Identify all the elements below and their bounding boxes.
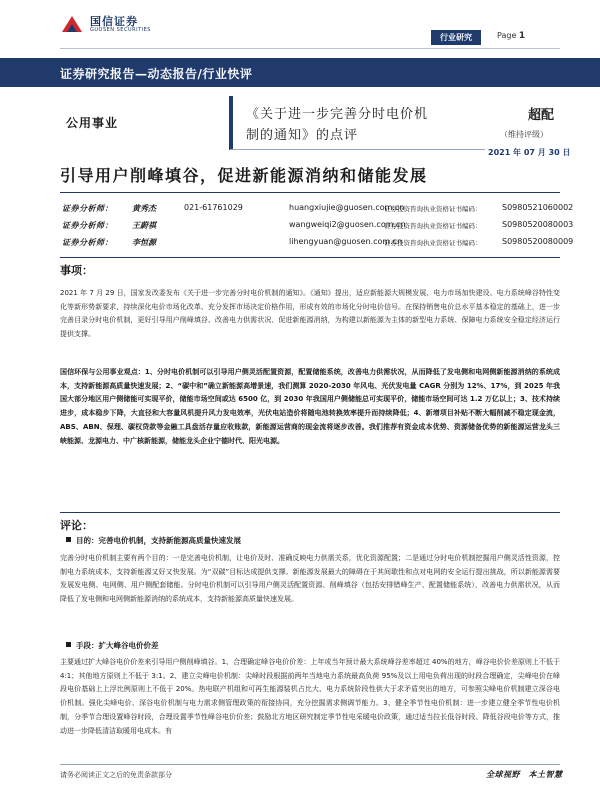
analyst-row [60, 220, 574, 234]
report-title-line2: 制的通知》的点评 [246, 128, 359, 143]
sector-label: 公用事业 [66, 116, 119, 130]
footer-disclaimer: 请务必阅读正文之后的免责条款部分 [60, 771, 172, 779]
means-paragraph: 主要通过扩大峰谷电价价差来引导用户侧削峰填谷。1、合理确定峰谷电价价差：上年或当年预计最大系统峰谷差率超过 40%的地方，峰谷电价价差原则上不低于 4:1；其他地方原则上不低于 3:1。2、建立尖峰电价机制：尖峰时段根据前两年当地电力系统最高负荷 95%及以上用电负荷出现的时段合理确定，尖峰电价在峰段电价基础上上浮比例原则上不低于 20%。热电联产机组和可再生能源装机占比大、电力系统阶段性供大于求矛盾突出的地方，可参照尖峰电价机制建立深谷电价机制。强化尖峰电价、深谷电价机制与电力需求侧管理政策的衔接协同，充分挖掘需求侧调节能力。3、健全季节性电价机制：进一步建立健全季节性电价机制，分季节合理设置峰谷时段，合理设置季节性峰谷电价价差；鼓励北方地区研究制定季节性电采暖电价政策，通过适当拉长低谷时段、降低谷段电价等方式，推动进一步降低清洁取暖用电成本。有 [60, 658, 560, 735]
guosen-logo-icon [60, 14, 84, 34]
banner-title: 证券研究报告—动态报告/行业快评 [60, 67, 253, 81]
analyst-label: 证券分析师： [62, 204, 113, 213]
subsection-title: 目的：完善电价机制，支持新能源高质量快速发展 [76, 536, 241, 545]
section-divider [60, 257, 560, 258]
analyst-name: 王蔚祺 [132, 221, 156, 230]
report-type-tag: 行业研究 [431, 30, 481, 45]
analyst-cert-no: S0980520080009 [502, 237, 574, 246]
logo-company-name: 国信证券 [90, 15, 138, 28]
footer-slogan: 全球视野 本土智慧 [486, 770, 563, 779]
analyst-name: 黄秀杰 [132, 204, 156, 213]
page-number: 1 [518, 31, 526, 41]
analyst-cert-no: S0980521060002 [502, 203, 574, 212]
subsection-title: 手段：扩大峰谷电价价差 [76, 641, 159, 650]
analyst-row [60, 203, 574, 217]
subsection-means [66, 640, 159, 651]
analyst-name: 李恒源 [132, 238, 156, 247]
analyst-label: 证券分析师： [62, 221, 113, 230]
bullet-square-icon [66, 537, 71, 542]
section-title-events: 事项： [60, 264, 93, 277]
analyst-row [60, 237, 574, 251]
analyst-email[interactable]: huangxiujie@guosen.com.cn [289, 203, 405, 212]
rating-note: （维持评级） [500, 130, 548, 139]
purpose-paragraph: 完善分时电价机制主要有两个目的：一是完善电价机制，让电价及时、准确反映电力供需关系，优化资源配置；二是通过分时电价机制挖掘用户侧灵活性资源，控制电力系统成本，支持新能源又好又快发展。为“双碳”目标达成提供支撑。新能源发展最大的障碍在于其间歇性和点对电网的安全运行提出挑战，所以新能源需要发展发电侧、电网侧、用户侧配套储能。分时电价机制可以引导用户侧灵活配置资源、削峰填谷（包括安排错峰生产、配置储能系统），改善电力供需状况，从而降低了发电侧和电网侧新能源消纳的系统成本，支持新能源高质量快速发展。 [60, 554, 560, 604]
page-indicator [497, 31, 525, 41]
viewpoint-paragraph: 国信环保与公用事业观点：1、分时电价机制可以引导用户侧灵活配置资源，配置储能系统，改善电力供需状况，从而降低了发电侧和电网侧新能源消纳的系统成本，支持新能源高质量快速发展；2、“碳中和”确立新能源高增景速，我们测算 2020-2030 年风电、光伏发电量 CAGR 分别为 12%、17%，到 2025 年我国大部分地区用户侧储能可实现平价，储能市场空间或达 6500 亿，到 2030 年我国用户侧储能总可实现平价，储能市场空间可达 1.2 万亿以上；3、技术持续进步，成本稳步下降，大直径和大容量风机提升风力发电效率，光伏电站造价将随电池转换效率提升而持续降低；4、新增项目补贴不断大幅削减不稳定现金流，ABS、ABN、保理、碳权贷款等金融工具盘活存量应收账款，新能源运营商的现金流将逐步改善。我们推荐有资金成本优势、资源储备优势的新能源运营龙头三峡能源、龙源电力、中广核新能源，储能龙头企业宁德时代、阳光电源。 [60, 368, 560, 445]
analyst-email[interactable]: wangweiqi2@guosen.com.cn [289, 220, 406, 229]
header-divider [60, 48, 560, 49]
headline-divider [60, 192, 560, 193]
footer-divider [60, 764, 560, 765]
analyst-phone: 021-61761029 [184, 203, 243, 212]
report-date: 2021 年 07 月 30 日 [485, 147, 573, 158]
page-label: Page [497, 31, 517, 40]
analyst-label: 证券分析师： [62, 238, 113, 247]
logo-company-name-en: GUOSEN SECURITIES [90, 27, 151, 33]
bullet-square-icon [66, 642, 71, 647]
analyst-cert-label: 证券投资咨询执业资格证书编码： [384, 205, 482, 213]
events-paragraph: 2021 年 7 月 29 日，国家发改委发布《关于进一步完善分时电价机制的通知》。《通知》提出，适应新能源大规模发展、电力市场加快建设、电力系统峰谷特性变化等新形势新要求，持续深化电价市场化改革、充分发挥市场决定价格作用，形成有效的市场化分时电价信号。在保持销售电价总水平基本稳定的基础上，进一步完善目录分时电价机制，更好引导用户削峰填谷、改善电力供需状况、促进新能源消纳，为构建以新能源为主体的新型电力系统、保障电力系统安全稳定经济运行提供支撑。 [60, 289, 560, 339]
section-divider [60, 512, 560, 513]
analyst-cert-label: 证券投资咨询执业资格证书编码： [384, 222, 482, 230]
analyst-cert-label: 证券投资咨询执业资格证书编码： [384, 239, 482, 247]
analyst-cert-no: S0980520080003 [502, 220, 574, 229]
title-accent-bar [229, 96, 233, 150]
report-title-line1: 《关于进一步完善分时电价机 [246, 107, 429, 122]
section-title-comments: 评论： [60, 519, 93, 532]
page-headline: 引导用户削峰填谷，促进新能源消纳和储能发展 [60, 166, 428, 185]
rating: 超配 [528, 108, 555, 123]
subsection-purpose [66, 535, 241, 546]
analyst-email[interactable]: lihengyuan@guosen.com.cn [289, 237, 403, 246]
